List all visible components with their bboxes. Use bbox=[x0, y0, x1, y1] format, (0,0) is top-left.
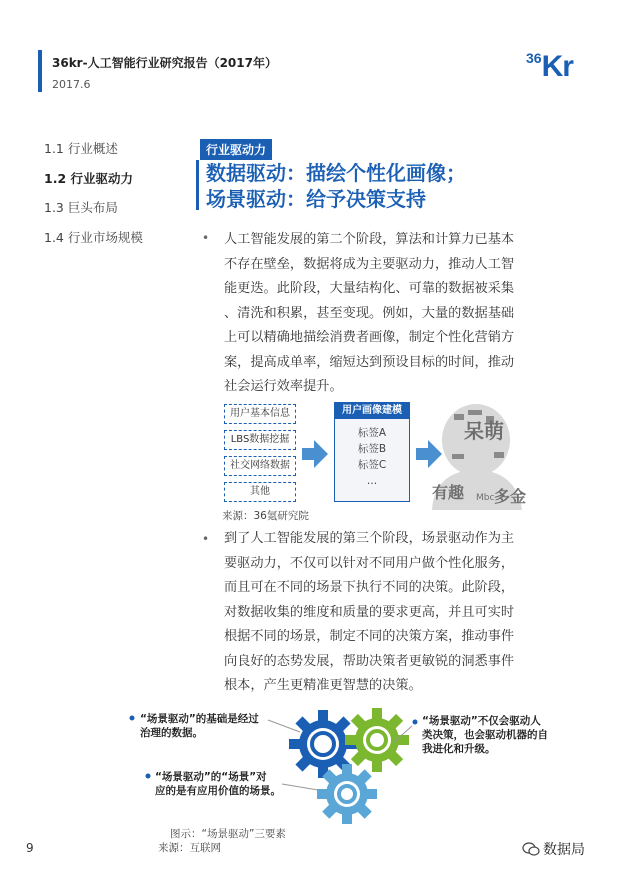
profile-model-title: 用户画像建模 bbox=[335, 403, 409, 419]
paragraph-line: 人工智能发展的第二个阶段，算法和计算力已基本 bbox=[224, 232, 515, 247]
paragraph-line: 社会运行效率提升。 bbox=[224, 379, 343, 394]
note-line: “场景驱动”不仅会驱动人 bbox=[422, 715, 541, 727]
logo-text: Kr bbox=[541, 50, 573, 83]
note-line: 我进化和升级。 bbox=[422, 743, 496, 755]
bullet-marker: • bbox=[202, 532, 210, 546]
section-tag: 行业驱动力 bbox=[200, 139, 272, 160]
tag-label: 标签C bbox=[357, 459, 387, 471]
paragraph-line: 而且可在不同的场景下执行不同的决策。此阶段， bbox=[224, 580, 515, 595]
tag-label: 标签B bbox=[357, 443, 387, 455]
gear-note-scene bbox=[155, 770, 281, 798]
paragraph-line: 能更迭。此阶段，大量结构化、可靠的数据被采集 bbox=[224, 281, 515, 296]
paragraph-line: 上可以精确地描绘消费者画像，制定个性化营销方 bbox=[224, 330, 515, 345]
toc-item-market-size[interactable]: 1.4 行业市场规模 bbox=[44, 229, 143, 245]
gear-note-machine bbox=[422, 714, 548, 756]
paragraph-line: 不存在壁垒，数据将成为主要驱动力，推动人工智 bbox=[224, 256, 515, 272]
cloud-word: 呆萌 bbox=[464, 419, 504, 443]
note-line: “场景驱动”的基础是经过 bbox=[140, 713, 259, 725]
bullet-marker: • bbox=[202, 231, 210, 245]
paragraph-line: 根据不同的场景，制定不同的决策方案，推动事件 bbox=[224, 629, 515, 644]
paragraph-line: 向良好的态势发展，帮助决策者更敏锐的洞悉事件 bbox=[224, 653, 515, 669]
paragraph-line: 到了人工智能发展的第三个阶段，场景驱动作为主 bbox=[224, 531, 515, 546]
figure-source: 来源：互联网 bbox=[158, 842, 221, 854]
paragraph-line: 对数据收集的维度和质量的要求更高，并且可实时 bbox=[224, 604, 515, 620]
report-date: 2017.6 bbox=[52, 78, 91, 91]
chat-bubble-icon bbox=[522, 842, 540, 856]
toc-item-giants[interactable]: 1.3 巨头布局 bbox=[44, 200, 118, 215]
source-box-lbs: LBS数据挖掘 bbox=[224, 430, 296, 450]
cloud-word: 多金 bbox=[494, 487, 527, 506]
heading-line-1: 数据驱动：描绘个性化画像； bbox=[206, 161, 466, 185]
cloud-word: 有趣 bbox=[432, 483, 465, 502]
report-title: 36kr-人工智能行业研究报告（2017年） bbox=[52, 56, 277, 70]
note-line: 应的是有应用价值的场景。 bbox=[155, 785, 281, 797]
watermark bbox=[522, 839, 585, 859]
source-box-social: 社交网络数据 bbox=[224, 456, 296, 476]
toc-item-drivers[interactable]: 1.2 行业驱动力 bbox=[44, 170, 133, 186]
logo-number: 36 bbox=[526, 50, 542, 66]
source-box-other: 其他 bbox=[224, 482, 296, 502]
figure-caption: 图示：“场景驱动”三要素 bbox=[170, 828, 286, 840]
tag-label: 标签A bbox=[357, 427, 387, 439]
note-line: 类决策，也会驱动机器的自 bbox=[422, 729, 548, 741]
note-line: 治理的数据。 bbox=[140, 727, 203, 739]
cloud-word: Mbc bbox=[476, 493, 495, 503]
watermark-text: 数据局 bbox=[543, 842, 585, 858]
toc-item-overview[interactable]: 1.1 行业概述 bbox=[44, 141, 118, 156]
note-line: “场景驱动”的“场景”对 bbox=[155, 771, 267, 783]
paragraph-line: 根本，产生更精准更智慧的决策。 bbox=[224, 678, 422, 693]
heading-line-2: 场景驱动：给予决策支持 bbox=[206, 187, 426, 211]
source-box-basic-info: 用户基本信息 bbox=[224, 404, 296, 424]
paragraph-line: 案，提高成单率，缩短达到预设目标的时间，推动 bbox=[224, 354, 515, 370]
paragraph-line: 、清洗和积累，甚至变现。例如，大量的数据基础 bbox=[224, 305, 515, 321]
diagram-source-note: 来源：36氪研究院 bbox=[222, 510, 309, 522]
page-number: 9 bbox=[26, 841, 34, 855]
gear-note-foundation bbox=[140, 712, 259, 740]
tag-label: … bbox=[366, 475, 378, 487]
paragraph-line: 要驱动力，不仅可以针对不同用户做个性化服务， bbox=[224, 555, 515, 571]
